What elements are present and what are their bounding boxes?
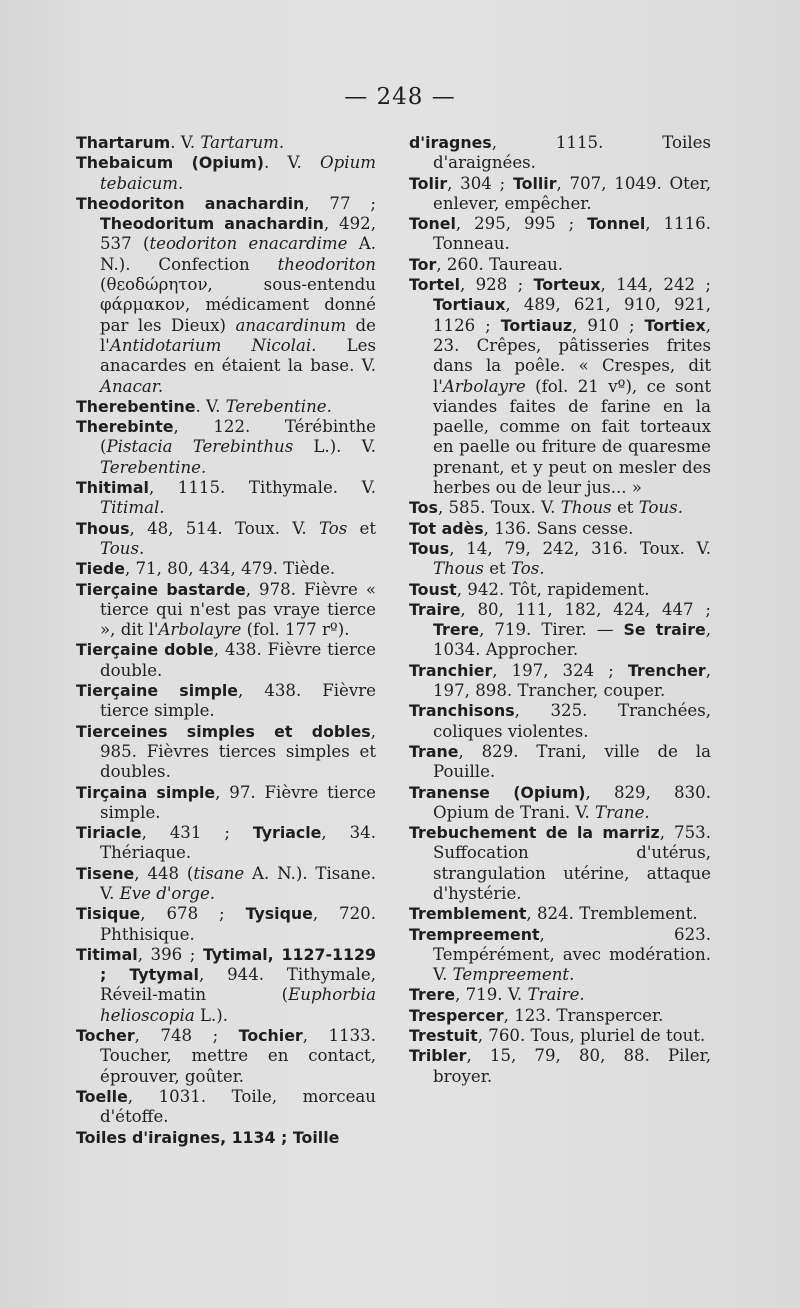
entry-text: , 14, 79, 242, 316. Toux. V. <box>449 538 711 558</box>
entry-italic-text: Traire. <box>527 985 585 1005</box>
glossary-entry <box>409 1046 711 1087</box>
entry-italic-text: Pistacia Terebinthus <box>106 437 294 457</box>
glossary-entry <box>409 174 711 215</box>
entry-text: , 325. Tranchées, coliques violentes. <box>433 701 711 741</box>
entry-text: , 707, 1049. Oter, enlever, empêcher. <box>433 173 711 213</box>
glossary-entry <box>409 661 711 702</box>
entry-text: , 23. Crêpes, pâtisseries frites dans la poêle. « Crespes, dit l' <box>433 315 711 396</box>
entry-text: , 978. Fièvre « tierce qui n'est pas vraye tierce », dit l' <box>100 579 376 640</box>
entry-text: , 753. Suffocation d'utérus, strangulation utérine, attaque d'hystérie. <box>433 823 711 903</box>
entry-text: , 719. V. <box>455 985 528 1005</box>
entry-italic-text: Thous <box>433 559 484 579</box>
entry-headword: d'iragnes <box>409 133 492 152</box>
entry-italic-text: Anacar. <box>100 376 164 396</box>
entry-headword: Se traire <box>623 620 706 640</box>
entry-italic-text: Tos. <box>511 559 545 579</box>
entry-text: , 1115. Tithymale. V. <box>148 478 376 498</box>
glossary-entry <box>76 478 376 519</box>
glossary-entry <box>76 904 376 945</box>
page-number: — 248 — <box>344 84 456 110</box>
glossary-entry <box>409 580 711 600</box>
entry-text: (fol. 177 rº). <box>241 620 350 640</box>
entry-text: , 1034. Approcher. <box>433 620 711 660</box>
entry-text: , 136. Sans cesse. <box>483 518 634 538</box>
glossary-entry <box>76 823 376 864</box>
glossary-entry <box>76 783 376 824</box>
entry-text: , 122. Térébinthe ( <box>100 417 376 457</box>
entry-headword: Toust <box>409 579 457 599</box>
entry-text: , 48, 514. Toux. V. <box>129 518 319 538</box>
entry-headword: Tortel <box>409 275 461 295</box>
entry-headword: Trere <box>409 985 456 1005</box>
entry-text: , 197, 324 ; <box>492 660 628 680</box>
entry-headword: Tolir <box>409 173 448 193</box>
entry-text: , 438. Fièvre tierce double. <box>100 640 376 680</box>
entry-text: , 719. Tirer. — <box>479 620 624 640</box>
entry-text: , 1115. Toiles d'araignées. <box>433 133 711 173</box>
entry-headword: Titimal <box>76 944 138 964</box>
entry-text: Les anacardes en étaient la base. V. <box>100 335 376 376</box>
entry-headword: Tortiaux <box>433 295 506 315</box>
entry-italic-text: Tous. <box>638 498 683 518</box>
entry-headword: Theodoriton anachardin <box>76 193 305 213</box>
entry-text: de l' <box>100 315 377 355</box>
entry-text: , 748 ; <box>134 1026 239 1046</box>
glossary-entry <box>76 864 376 905</box>
entry-headword: Tortiex <box>644 315 706 335</box>
entry-text: . V. <box>170 133 201 152</box>
entry-text: L.). V. <box>293 437 376 457</box>
entry-italic-text: Titimal. <box>100 498 165 518</box>
entry-text: , 34. Thériaque. <box>100 823 376 863</box>
glossary-entry <box>76 945 376 1026</box>
entry-headword: Tierçaine simple <box>76 681 239 701</box>
entry-text: , 942. Tôt, rapidement. <box>456 579 650 599</box>
entry-italic-text: Terebentine. <box>225 396 332 416</box>
entry-text: , 396 ; <box>137 944 203 964</box>
entry-text: , 304 ; <box>447 173 513 193</box>
entry-italic-text: Antidotarium Nicolai. <box>109 335 317 355</box>
glossary-entry <box>409 498 711 518</box>
entry-text: , 197, 898. Trancher, couper. <box>433 660 711 701</box>
entry-text: A. N.). Tisane. V. <box>100 863 376 903</box>
entry-italic-text: Tempreement. <box>452 965 575 985</box>
entry-headword: Therebinte <box>76 417 174 437</box>
glossary-entry <box>76 153 376 194</box>
entry-headword: Tisique <box>76 904 141 924</box>
glossary-entry <box>76 194 376 397</box>
entry-italic-text: Arbolayre <box>158 620 242 640</box>
entry-headword: Tous <box>409 538 450 558</box>
entry-text: , 144, 242 ; <box>600 275 711 295</box>
glossary-entry <box>409 133 711 174</box>
glossary-entry <box>409 985 711 1005</box>
glossary-entry <box>76 1026 376 1087</box>
glossary-entry <box>409 701 711 742</box>
entry-headword: Trempreement <box>409 924 540 944</box>
glossary-entry <box>76 397 376 417</box>
entry-italic-text: theodoriton <box>277 254 376 274</box>
entry-headword: Therebentine <box>76 396 196 416</box>
glossary-entry <box>409 1006 711 1026</box>
entry-headword: Tribler <box>409 1046 467 1066</box>
entry-text: , 829, 830. Opium de Trani. V. <box>433 782 711 822</box>
glossary-entry <box>409 925 711 986</box>
entry-text: L.). <box>194 1005 229 1025</box>
entry-text: et <box>347 518 376 538</box>
entry-headword: Tor <box>409 254 437 274</box>
glossary-entry <box>409 823 711 904</box>
entry-text: , 489, 621, 910, 921, 1126 ; <box>433 295 711 335</box>
entry-headword: Tot adès <box>409 518 484 538</box>
entry-headword: Trespercer <box>409 1005 504 1025</box>
entry-text: . V. <box>263 153 321 173</box>
entry-headword: Tiriacle <box>76 823 142 843</box>
entry-text: , 492, 537 ( <box>100 214 376 254</box>
entry-italic-text: teodoriton enacardime <box>149 234 348 254</box>
entry-text: (θεοδώρητον, sous-entendu φάρμακον, médicament donné par les Dieux) <box>100 275 376 335</box>
glossary-column-left <box>76 133 376 1148</box>
entry-text: , 80, 111, 182, 424, 447 ; <box>460 599 711 619</box>
entry-text: , 829. Trani, ville de la Pouille. <box>433 741 711 782</box>
entry-headword: Tos <box>409 498 438 518</box>
entry-text: (fol. 21 vº), ce sont viandes faites de farine en la paelle, comme on fait torteaux en paelle ou friture de quaresme prenant, et y peut on mesler des herbes ou de leur jus... » <box>433 376 711 498</box>
entry-text: , 585. Toux. V. <box>437 498 561 518</box>
entry-headword: Tierçaine doble <box>76 640 214 660</box>
entry-text: , 123. Transpercer. <box>503 1005 664 1025</box>
glossary-entry <box>76 559 376 579</box>
entry-italic-text: anacardinum <box>235 315 347 335</box>
entry-headword: Tyriacle <box>252 823 322 843</box>
entry-text: , 1031. Toile, morceau d'étoffe. <box>100 1086 376 1127</box>
entry-headword: Thitimal <box>76 478 149 498</box>
entry-italic-text: Tos <box>318 518 348 538</box>
entry-italic-text: Terebentine. <box>100 457 207 477</box>
entry-text: , 623. Tempérément, avec modération. V. <box>433 924 711 985</box>
entry-text: , 295, 995 ; <box>455 214 588 234</box>
glossary-entry <box>409 214 711 255</box>
glossary-entry <box>76 580 376 641</box>
entry-text: , 928 ; <box>460 275 534 295</box>
glossary-entry <box>409 600 711 661</box>
entry-text: , 438. Fièvre tierce simple. <box>100 681 376 721</box>
entry-italic-text: Eve d'orge. <box>119 883 216 903</box>
entry-italic-text: Euphorbia helioscopia <box>100 985 376 1025</box>
entry-headword: Tortiauz <box>500 315 573 335</box>
entry-italic-text: Arbolayre <box>442 376 526 396</box>
entry-headword: Tysique <box>245 904 313 924</box>
entry-headword: Trebuchement de la marriz <box>409 823 660 843</box>
glossary-entry <box>76 1087 376 1128</box>
entry-text: . V. <box>195 396 226 416</box>
glossary-entry <box>76 640 376 681</box>
entry-headword: Thous <box>76 518 130 538</box>
entry-headword: Tirçaina simple <box>76 782 216 802</box>
entry-text: , 1116. Tonneau. <box>433 214 711 254</box>
entry-text: , 71, 80, 434, 479. Tiède. <box>124 559 336 579</box>
glossary-entry <box>409 255 711 275</box>
glossary-entry <box>409 275 711 498</box>
glossary-entry <box>409 539 711 580</box>
entry-text: et <box>611 498 639 518</box>
entry-headword: Tonel <box>409 214 456 234</box>
entry-headword: Trere <box>433 620 480 640</box>
entry-italic-text: Opium tebaicum. <box>100 153 376 193</box>
entry-text: , 1133. Toucher, mettre en contact, éprouver, goûter. <box>100 1026 376 1086</box>
entry-headword: Tierceines simples et dobles <box>76 721 371 741</box>
entry-headword: Toiles d'iraignes, 1134 ; Toille <box>76 1127 340 1147</box>
entry-text: A. N.). Confection <box>100 234 376 274</box>
glossary-entry <box>409 783 711 824</box>
entry-headword: Trencher <box>627 660 706 680</box>
entry-text: , 448 ( <box>134 863 194 883</box>
entry-headword: Tiede <box>76 559 125 579</box>
glossary-column-right <box>409 133 711 1087</box>
entry-text: , 431 ; <box>141 823 253 843</box>
entry-headword: Torteux <box>533 275 601 295</box>
entry-headword: Thartarum <box>76 133 171 152</box>
entry-italic-text: tisane <box>193 863 245 883</box>
entry-headword: Thebaicum (Opium) <box>76 153 264 173</box>
glossary-entry <box>76 1128 376 1148</box>
entry-headword: Trane <box>409 741 459 761</box>
glossary-entry <box>409 519 711 539</box>
entry-text: , 97. Fièvre tierce simple. <box>100 782 376 822</box>
glossary-entry <box>76 519 376 560</box>
entry-text: , 720. Phthisique. <box>100 904 376 944</box>
entry-text: , 760. Tous, pluriel de tout. <box>477 1026 706 1046</box>
entry-headword: Tranchisons <box>409 701 515 721</box>
entry-text: , 985. Fièvres tierces simples et doubles. <box>100 721 376 782</box>
entry-italic-text: Tartarum. <box>200 133 285 152</box>
entry-headword: Tochier <box>238 1026 303 1046</box>
entry-headword: Tonnel <box>587 214 646 234</box>
entry-headword: Theodoritum anachardin <box>100 214 324 234</box>
entry-italic-text: Trane. <box>595 802 650 822</box>
entry-text: , 824. Tremblement. <box>526 904 698 924</box>
entry-headword: Traire <box>409 599 461 619</box>
entry-italic-text: Thous <box>560 498 612 518</box>
entry-text: , 678 ; <box>140 904 246 924</box>
entry-text: , 260. Taureau. <box>436 254 564 274</box>
entry-text: , 77 ; <box>304 193 377 213</box>
entry-text: , 910 ; <box>572 315 645 335</box>
entry-headword: Tranchier <box>409 660 493 680</box>
entry-headword: Trestuit <box>409 1026 478 1046</box>
glossary-entry <box>76 681 376 722</box>
entry-headword: Tierçaine bastarde <box>76 579 246 599</box>
entry-headword: Tocher <box>76 1026 135 1046</box>
entry-headword: Tollir <box>512 173 557 193</box>
entry-text: , 15, 79, 80, 88. Piler, broyer. <box>433 1046 711 1086</box>
entry-headword: Toelle <box>76 1086 128 1106</box>
entry-text: et <box>483 559 511 579</box>
entry-headword: Tremblement <box>409 904 527 924</box>
glossary-entry <box>76 417 376 478</box>
entry-headword: Tytimal, 1127-1129 ; Tytymal <box>100 944 376 985</box>
glossary-entry <box>409 904 711 924</box>
glossary-entry <box>76 133 376 153</box>
glossary-entry <box>76 722 376 783</box>
entry-headword: Tranense (Opium) <box>409 782 586 802</box>
entry-text: , 944. Tithymale, Réveil-matin ( <box>100 965 376 1005</box>
glossary-entry <box>409 1026 711 1046</box>
glossary-entry <box>409 742 711 783</box>
entry-headword: Tisene <box>76 863 135 883</box>
entry-italic-text: Tous. <box>100 538 145 558</box>
